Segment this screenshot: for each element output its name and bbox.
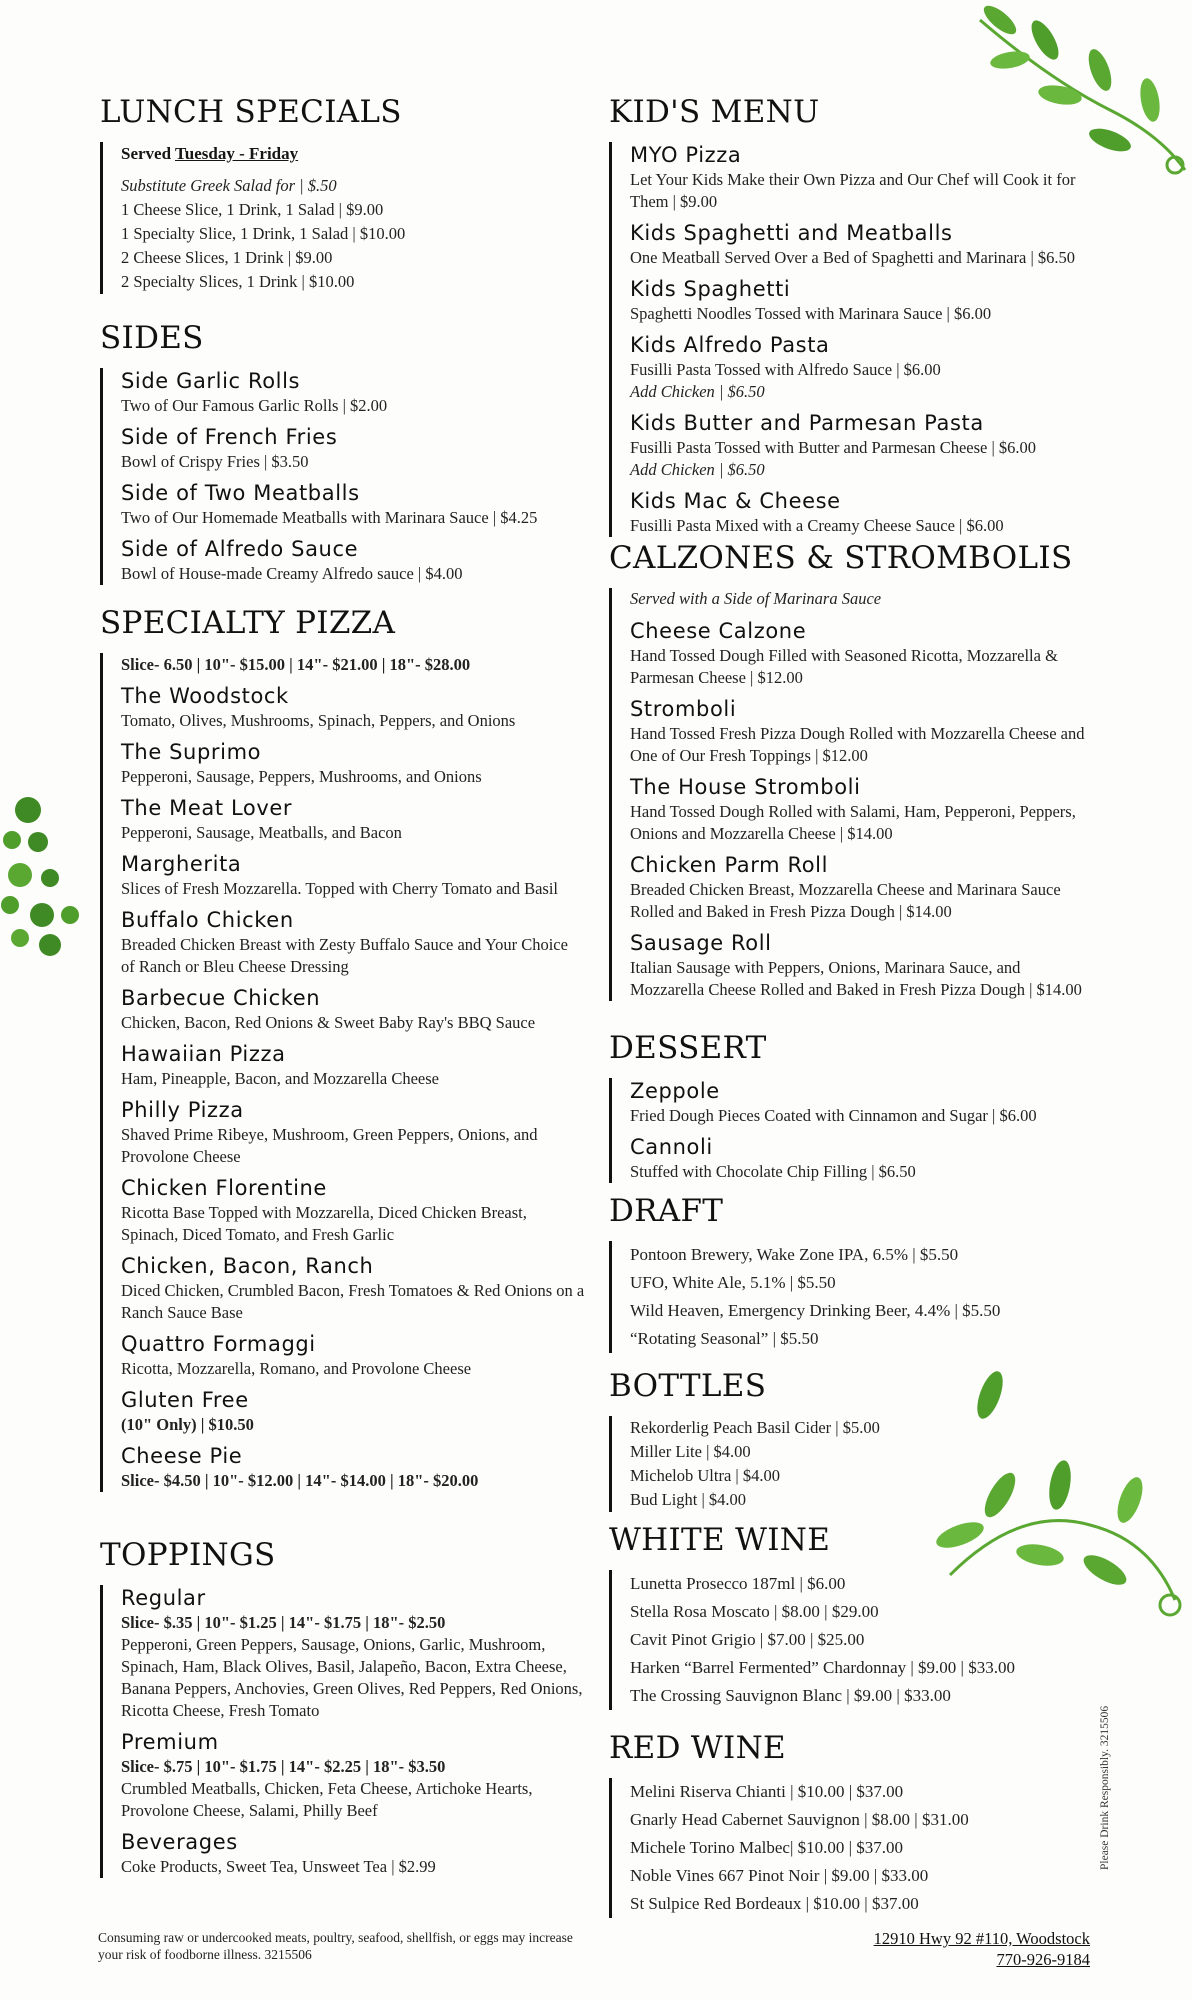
calzones-note: Served with a Side of Marinara Sauce	[630, 589, 882, 608]
item-name: Kids Spaghetti and Meatballs	[630, 221, 953, 245]
wine-line: Harken “Barrel Fermented” Chardonnay | $9.00 | $33.00	[630, 1658, 1015, 1677]
item-desc: Hand Tossed Dough Rolled with Salami, Ham, Pepperoni, Peppers, Onions and Mozzarella Cheese | $14.00	[630, 802, 1076, 843]
bottle-line: Rekorderlig Peach Basil Cider | $5.00	[630, 1418, 880, 1437]
draft-line: Pontoon Brewery, Wake Zone IPA, 6.5% | $5.50	[630, 1245, 959, 1264]
item-addon: Add Chicken | $6.50	[630, 460, 765, 479]
menu-item	[121, 851, 585, 900]
sides-section	[100, 320, 585, 592]
phone: 770-926-9184	[996, 1950, 1090, 1969]
wine-line: St Sulpice Red Bordeaux | $10.00 | $37.00	[630, 1894, 919, 1913]
item-name: Gluten Free	[121, 1388, 249, 1412]
menu-item	[121, 795, 585, 844]
address-block	[820, 1928, 1090, 1970]
item-desc: Tomato, Olives, Mushrooms, Spinach, Peppers, and Onions	[121, 711, 516, 730]
menu-item	[630, 1134, 1087, 1183]
item-name: Quattro Formaggi	[121, 1332, 316, 1356]
item-price: Slice- $.75 | 10"- $1.75 | 14"- $2.25 | 18"- $3.50	[121, 1757, 446, 1776]
item-addon: Add Chicken | $6.50	[630, 382, 765, 401]
item-desc: Bowl of House-made Creamy Alfredo sauce | $4.00	[121, 564, 463, 583]
item-name: The House Stromboli	[630, 775, 861, 799]
item-desc: Bowl of Crispy Fries | $3.50	[121, 452, 309, 471]
item-name: Side of Alfredo Sauce	[121, 537, 359, 561]
red-wine-block	[609, 1778, 1087, 1918]
menu-item	[630, 332, 1087, 403]
item-name: Sausage Roll	[630, 931, 772, 955]
bottle-line: Miller Lite | $4.00	[630, 1442, 751, 1461]
item-desc: (10" Only) | $10.50	[121, 1415, 254, 1434]
dessert-block	[609, 1078, 1087, 1183]
item-name: The Woodstock	[121, 684, 289, 708]
menu-item	[630, 1078, 1087, 1127]
item-name: The Suprimo	[121, 740, 262, 764]
item-desc: Fusilli Pasta Tossed with Butter and Parmesan Cheese | $6.00	[630, 438, 1037, 457]
menu-item	[630, 410, 1087, 481]
item-desc: Spaghetti Noodles Tossed with Marinara Sauce | $6.00	[630, 304, 992, 323]
bottle-line: Bud Light | $4.00	[630, 1490, 747, 1509]
served-days	[121, 144, 585, 164]
leaf-vine-bottom-right-icon	[930, 1355, 1192, 1645]
item-desc: Chicken, Bacon, Red Onions & Sweet Baby Ray's BBQ Sauce	[121, 1013, 536, 1032]
menu-item	[630, 220, 1087, 269]
item-desc: Ricotta Base Topped with Mozzarella, Diced Chicken Breast, Spinach, Diced Tomato, and Fresh Garlic	[121, 1203, 527, 1244]
lunch-line: 2 Cheese Slices, 1 Drink | $9.00	[121, 248, 333, 267]
item-desc: Pepperoni, Sausage, Peppers, Mushrooms, and Onions	[121, 767, 482, 786]
leaf-vine-top-right-icon	[960, 0, 1192, 180]
item-name: Side of Two Meatballs	[121, 481, 360, 505]
draft-title: DRAFT	[609, 1193, 724, 1229]
lunch-specials-block	[100, 142, 585, 294]
menu-item	[121, 368, 585, 417]
item-desc: Crumbled Meatballs, Chicken, Feta Cheese, Artichoke Hearts, Provolone Cheese, Salami, Philly Beef	[121, 1779, 533, 1820]
item-name: Chicken, Bacon, Ranch	[121, 1254, 374, 1278]
menu-item	[121, 1041, 585, 1090]
item-name: Kids Mac & Cheese	[630, 489, 841, 513]
item-desc: Stuffed with Chocolate Chip Filling | $6.50	[630, 1162, 916, 1181]
menu-item	[630, 618, 1087, 689]
menu-item	[630, 276, 1087, 325]
item-desc: Slices of Fresh Mozzarella. Topped with Cherry Tomato and Basil	[121, 879, 558, 898]
wine-line: Stella Rosa Moscato | $8.00 | $29.00	[630, 1602, 879, 1621]
item-name: Side of French Fries	[121, 425, 338, 449]
item-desc: Fusilli Pasta Tossed with Alfredo Sauce | $6.00	[630, 360, 941, 379]
item-price: Slice- $.35 | 10"- $1.25 | 14"- $1.75 | 18"- $2.50	[121, 1613, 446, 1632]
item-desc: Fusilli Pasta Mixed with a Creamy Cheese Sauce | $6.00	[630, 516, 1004, 535]
calzones-title: CALZONES & STROMBOLIS	[609, 540, 1073, 576]
item-desc: Pepperoni, Green Peppers, Sausage, Onions, Garlic, Mushroom, Spinach, Ham, Black Olives, Basil, Jalapeño, Bacon, Extra Cheese, Banana Peppers, Anchovies, Green Olives, Red Peppers, Red Onions, Ricotta Cheese, Fresh Tomato	[121, 1635, 583, 1720]
item-desc: Ham, Pineapple, Bacon, and Mozzarella Cheese	[121, 1069, 439, 1088]
draft-block	[609, 1241, 1087, 1353]
wine-line: Cavit Pinot Grigio | $7.00 | $25.00	[630, 1630, 865, 1649]
draft-line: UFO, White Ale, 5.1% | $5.50	[630, 1273, 836, 1292]
item-desc: One Meatball Served Over a Bed of Spaghetti and Marinara | $6.50	[630, 248, 1076, 267]
foodborne-warning: Consuming raw or undercooked meats, poultry, seafood, shellfish, or eggs may increase your risk of foodborne illness. 3215506	[98, 1930, 573, 1962]
item-desc: Let Your Kids Make their Own Pizza and Our Chef will Cook it for Them | $9.00	[630, 170, 1076, 211]
menu-item	[121, 1829, 585, 1878]
item-name: Hawaiian Pizza	[121, 1042, 286, 1066]
menu-item	[121, 1387, 585, 1436]
wine-line: Melini Riserva Chianti | $10.00 | $37.00	[630, 1782, 904, 1801]
item-name: Kids Alfredo Pasta	[630, 333, 830, 357]
lunch-line: 1 Cheese Slice, 1 Drink, 1 Salad | $9.00	[121, 200, 384, 219]
bottles-title: BOTTLES	[609, 1368, 767, 1404]
specialty-pizza-section	[100, 605, 585, 1499]
item-name: Premium	[121, 1730, 219, 1754]
draft-line: Wild Heaven, Emergency Drinking Beer, 4.4% | $5.50	[630, 1301, 1001, 1320]
menu-item	[121, 907, 585, 978]
toppings-block	[100, 1585, 585, 1878]
toppings-title: TOPPINGS	[100, 1537, 276, 1573]
sides-block	[100, 368, 585, 585]
item-name: Side Garlic Rolls	[121, 369, 301, 393]
item-name: Margherita	[121, 852, 242, 876]
menu-item	[121, 1331, 585, 1380]
menu-item	[630, 852, 1087, 923]
wine-line: Gnarly Head Cabernet Sauvignon | $8.00 | $31.00	[630, 1810, 969, 1829]
item-desc: Diced Chicken, Crumbled Bacon, Fresh Tomatoes & Red Onions on a Ranch Sauce Base	[121, 1281, 585, 1322]
item-desc: Breaded Chicken Breast with Zesty Buffalo Sauce and Your Choice of Ranch or Bleu Cheese Dressing	[121, 935, 568, 976]
item-name: Kids Butter and Parmesan Pasta	[630, 411, 984, 435]
address: 12910 Hwy 92 #110, Woodstock	[873, 1929, 1090, 1948]
menu-item	[121, 683, 585, 732]
item-name: Cheese Pie	[121, 1444, 243, 1468]
item-desc: Ricotta, Mozzarella, Romano, and Provolone Cheese	[121, 1359, 472, 1378]
menu-item	[121, 1585, 585, 1722]
item-name: Cheese Calzone	[630, 619, 807, 643]
item-desc: Pepperoni, Sausage, Meatballs, and Bacon	[121, 823, 402, 842]
wine-line: Lunetta Prosecco 187ml | $6.00	[630, 1574, 846, 1593]
lunch-specials-title: LUNCH SPECIALS	[100, 94, 402, 130]
white-wine-title: WHITE WINE	[609, 1522, 831, 1558]
menu-item	[121, 739, 585, 788]
menu-item	[121, 424, 585, 473]
menu-item	[630, 774, 1087, 845]
wine-line: The Crossing Sauvignon Blanc | $9.00 | $33.00	[630, 1686, 951, 1705]
item-desc: Two of Our Homemade Meatballs with Marinara Sauce | $4.25	[121, 508, 538, 527]
sides-title: SIDES	[100, 320, 204, 356]
item-desc: Slice- $4.50 | 10"- $12.00 | 14"- $14.00 | 18"- $20.00	[121, 1471, 479, 1490]
bottle-line: Michelob Ultra | $4.00	[630, 1466, 780, 1485]
item-desc: Hand Tossed Fresh Pizza Dough Rolled with Mozzarella Cheese and One of Our Fresh Toppings | $12.00	[630, 724, 1085, 765]
item-name: Philly Pizza	[121, 1098, 244, 1122]
item-name: Chicken Parm Roll	[630, 853, 829, 877]
menu-item	[630, 696, 1087, 767]
drink-responsibly-note: Please Drink Responsibly. 3215506	[1099, 1705, 1111, 1870]
item-desc: Breaded Chicken Breast, Mozzarella Cheese and Marinara Sauce Rolled and Baked in Fresh Pizza Dough | $14.00	[630, 880, 1061, 921]
item-name: Barbecue Chicken	[121, 986, 321, 1010]
menu-item	[121, 1443, 585, 1492]
specialty-pizza-block	[100, 653, 585, 1492]
lunch-line: Substitute Greek Salad for | $.50	[121, 176, 337, 195]
item-name: Buffalo Chicken	[121, 908, 294, 932]
menu-item	[121, 1097, 585, 1168]
menu-item	[630, 488, 1087, 537]
calzones-section	[609, 540, 1087, 1008]
item-desc: Two of Our Famous Garlic Rolls | $2.00	[121, 396, 388, 415]
item-name: Kids Spaghetti	[630, 277, 791, 301]
item-name: Zeppole	[630, 1079, 720, 1103]
menu-item	[121, 985, 585, 1034]
wine-line: Noble Vines 667 Pinot Noir | $9.00 | $33.00	[630, 1866, 929, 1885]
menu-item	[630, 930, 1087, 1001]
item-desc: Coke Products, Sweet Tea, Unsweet Tea | $2.99	[121, 1857, 436, 1876]
item-desc: Hand Tossed Dough Filled with Seasoned Ricotta, Mozzarella & Parmesan Cheese | $12.00	[630, 646, 1058, 687]
item-name: Chicken Florentine	[121, 1176, 327, 1200]
item-name: Regular	[121, 1586, 206, 1610]
specialty-pizza-title: SPECIALTY PIZZA	[100, 605, 396, 641]
draft-section	[609, 1193, 1087, 1353]
leaf-cluster-left-icon	[0, 790, 90, 970]
kids-menu-block	[609, 142, 1087, 537]
lunch-specials-section	[100, 94, 585, 294]
item-name: Beverages	[121, 1830, 238, 1854]
item-name: Cannoli	[630, 1135, 713, 1159]
wine-line: Michele Torino Malbec| $10.00 | $37.00	[630, 1838, 904, 1857]
toppings-section	[100, 1537, 585, 1885]
menu-item	[121, 1729, 585, 1822]
item-name: MYO Pizza	[630, 143, 742, 167]
menu-item	[121, 536, 585, 585]
item-desc: Shaved Prime Ribeye, Mushroom, Green Peppers, Onions, and Provolone Cheese	[121, 1125, 538, 1166]
pizza-prices: Slice- 6.50 | 10"- $15.00 | 14"- $21.00 | 18"- $28.00	[121, 655, 471, 674]
menu-item	[121, 1175, 585, 1246]
menu-item	[121, 1253, 585, 1324]
served-prefix: Served	[121, 144, 172, 163]
calzones-block	[609, 588, 1087, 1001]
dessert-section	[609, 1030, 1087, 1190]
menu-item	[121, 480, 585, 529]
red-wine-section	[609, 1730, 1087, 1918]
served-days-value: Tuesday - Friday	[175, 144, 299, 163]
lunch-line: 1 Specialty Slice, 1 Drink, 1 Salad | $10.00	[121, 224, 406, 243]
dessert-title: DESSERT	[609, 1030, 767, 1066]
item-name: Stromboli	[630, 697, 737, 721]
lunch-line: 2 Specialty Slices, 1 Drink | $10.00	[121, 272, 355, 291]
item-desc: Italian Sausage with Peppers, Onions, Marinara Sauce, and Mozzarella Cheese Rolled and Baked in Fresh Pizza Dough | $14.00	[630, 958, 1082, 999]
item-name: The Meat Lover	[121, 796, 293, 820]
item-desc: Fried Dough Pieces Coated with Cinnamon and Sugar | $6.00	[630, 1106, 1037, 1125]
red-wine-title: RED WINE	[609, 1730, 786, 1766]
draft-line: “Rotating Seasonal” | $5.50	[630, 1329, 819, 1348]
kids-menu-title: KID'S MENU	[609, 94, 820, 130]
